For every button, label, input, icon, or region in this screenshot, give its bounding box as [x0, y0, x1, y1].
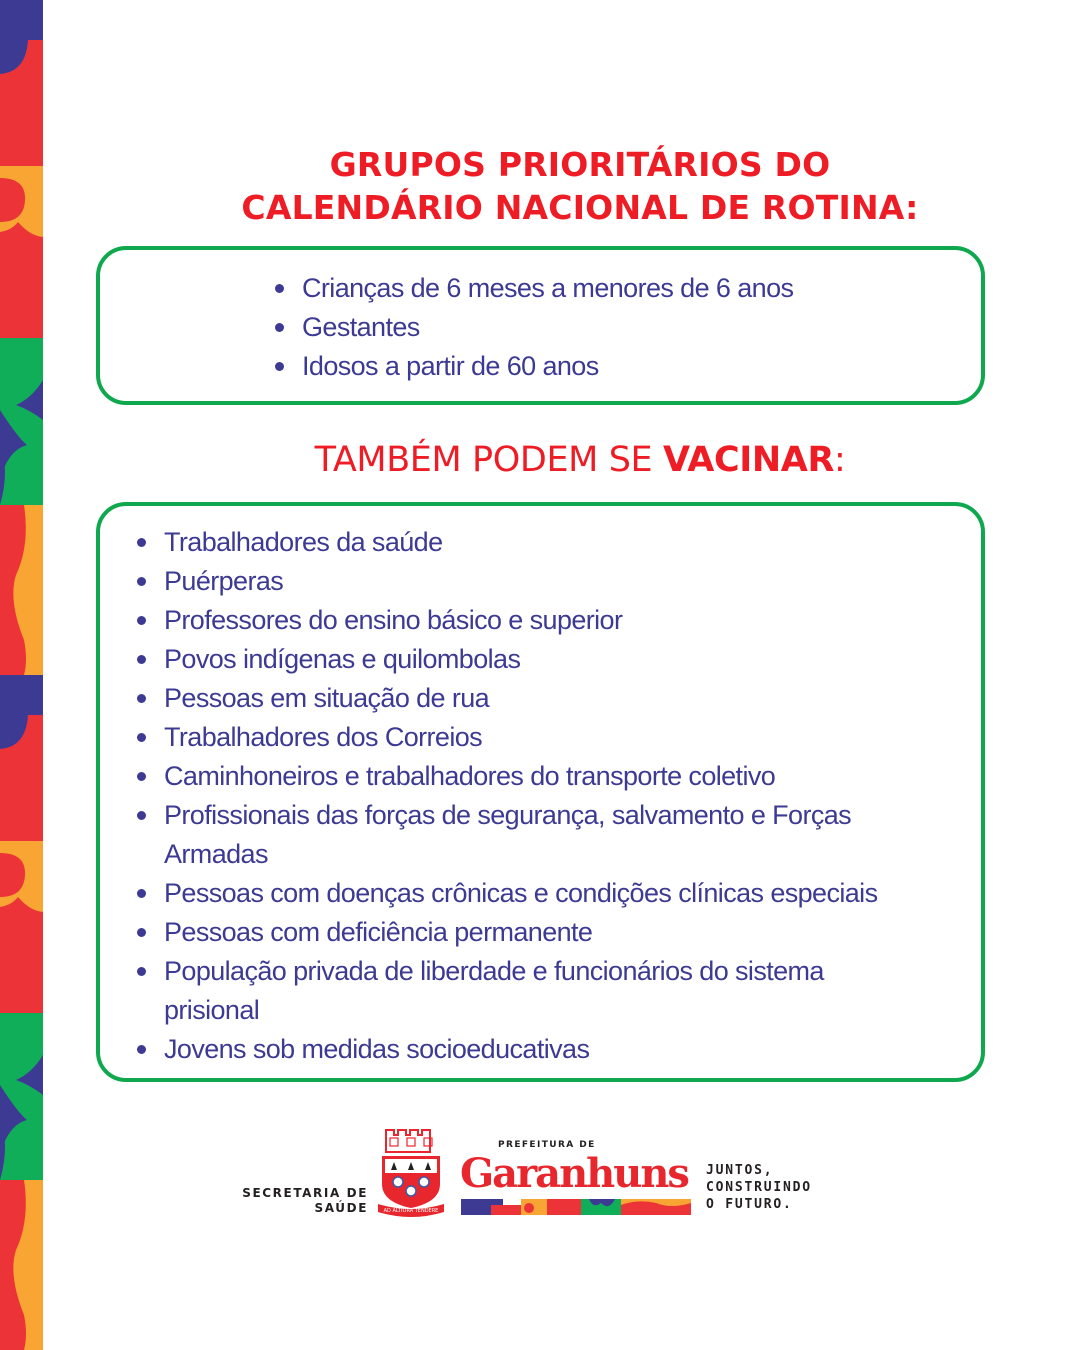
coat-of-arms-icon: [376, 1126, 446, 1218]
prefeitura-label: PREFEITURA DE: [498, 1140, 596, 1150]
logo-color-bar: [461, 1199, 691, 1215]
list-item-text: Pessoas com deficiência permanente: [164, 917, 593, 947]
city-name-logo: Garanhuns: [460, 1150, 688, 1197]
list-item-text: Povos indígenas e quilombolas: [164, 644, 521, 674]
bullet-icon: [137, 655, 146, 664]
section-heading: [80, 437, 1080, 483]
title-line-1: GRUPOS PRIORITÁRIOS DO: [329, 145, 831, 184]
color-pattern-icon: [461, 1199, 691, 1215]
heading-regular-text: TAMBÉM PODEM SE: [314, 440, 663, 480]
list-item: [137, 757, 977, 796]
prefeitura-logo: [460, 1140, 692, 1216]
list-item: [137, 952, 897, 1030]
list-item-text: Professores do ensino básico e superior: [164, 605, 623, 635]
list-item: [137, 523, 977, 562]
priority-groups-list: [275, 269, 793, 386]
also-vaccinate-box: [96, 502, 985, 1082]
bullet-icon: [137, 1045, 146, 1054]
secretaria-saude-label: [232, 1186, 368, 1216]
title-line-2: CALENDÁRIO NACIONAL DE ROTINA:: [241, 188, 919, 227]
bullet-icon: [137, 967, 146, 976]
list-item: [137, 562, 977, 601]
list-item: [137, 796, 897, 874]
heading-bold-text: VACINAR: [662, 440, 834, 480]
list-item: [275, 269, 793, 308]
bullet-icon: [275, 362, 284, 371]
bullet-icon: [137, 616, 146, 625]
list-item: [137, 640, 977, 679]
list-item: [137, 601, 977, 640]
bullet-icon: [137, 889, 146, 898]
list-item-text: Jovens sob medidas socioeducativas: [164, 1034, 590, 1064]
list-item-text: Idosos a partir de 60 anos: [302, 351, 599, 381]
priority-groups-box: [96, 246, 985, 405]
decorative-side-strip: [0, 0, 43, 1350]
list-item: [275, 347, 793, 386]
list-item: [137, 913, 977, 952]
slogan: [706, 1162, 812, 1213]
heading-colon: :: [834, 440, 846, 480]
bullet-icon: [275, 284, 284, 293]
bullet-icon: [137, 928, 146, 937]
secretaria-line-1: SECRETARIA DE: [242, 1186, 368, 1200]
bullet-icon: [275, 323, 284, 332]
list-item-text: Crianças de 6 meses a menores de 6 anos: [302, 273, 794, 303]
secretaria-line-2: SAÚDE: [314, 1201, 368, 1215]
bullet-icon: [137, 772, 146, 781]
list-item: [137, 874, 977, 913]
slogan-line-3: O FUTURO.: [706, 1197, 793, 1212]
decorative-pattern-icon: [0, 0, 43, 1350]
slogan-line-2: CONSTRUINDO: [706, 1180, 812, 1195]
crest-motto: AD ALTIORA TENDERE: [383, 1208, 439, 1214]
bullet-icon: [137, 733, 146, 742]
list-item-text: Pessoas em situação de rua: [164, 683, 490, 713]
list-item: [137, 679, 977, 718]
bullet-icon: [137, 811, 146, 820]
also-vaccinate-list: [137, 523, 977, 1069]
list-item-text: Pessoas com doenças crônicas e condições clínicas especiais: [164, 878, 878, 908]
bullet-icon: [137, 577, 146, 586]
slogan-line-1: JUNTOS,: [706, 1163, 774, 1178]
bullet-icon: [137, 538, 146, 547]
list-item: [275, 308, 793, 347]
list-item-text: Puérperas: [164, 566, 284, 596]
list-item-text: Trabalhadores da saúde: [164, 527, 443, 557]
page-title: [80, 143, 1080, 229]
city-crest-logo: [376, 1126, 446, 1218]
list-item-text: Profissionais das forças de segurança, salvamento e Forças Armadas: [164, 800, 852, 869]
list-item-text: Caminhoneiros e trabalhadores do transporte coletivo: [164, 761, 776, 791]
list-item: [137, 1030, 977, 1069]
bullet-icon: [137, 694, 146, 703]
list-item: [137, 718, 977, 757]
list-item-text: População privada de liberdade e funcionários do sistema prisional: [164, 956, 824, 1025]
list-item-text: Trabalhadores dos Correios: [164, 722, 483, 752]
list-item-text: Gestantes: [302, 312, 420, 342]
